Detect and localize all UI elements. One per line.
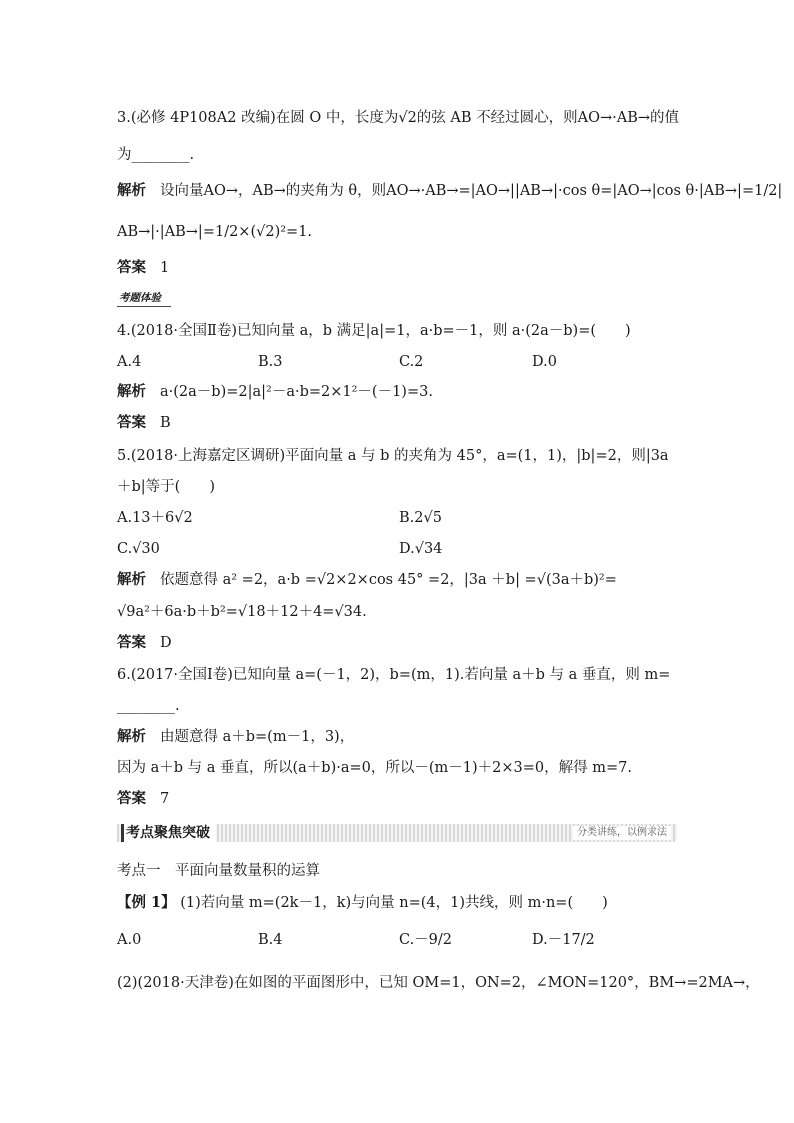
q5-answer-value: D — [160, 635, 172, 651]
q5-answer — [117, 633, 172, 653]
answer-label: 答案 — [117, 634, 146, 651]
q4-option-a: A.4 — [117, 354, 142, 370]
example1-text: (1)若向量 m=(2k－1，k)与向量 n=(4，1)共线，则 m·n=( ) — [180, 895, 608, 911]
q4-option-c: C.2 — [399, 354, 424, 370]
q5-option-c: C.√30 — [117, 541, 160, 557]
q5-stem-line1: 5.(2018·上海嘉定区调研)平面向量 a 与 b 的夹角为 45°，a=(1，1)，|b|=2，则|3a — [117, 448, 669, 464]
analysis-label: 解析 — [117, 383, 146, 400]
q4-answer-value: B — [160, 415, 171, 431]
section-banner — [117, 824, 677, 842]
example1-option-a: A.0 — [117, 932, 142, 948]
analysis-label: 解析 — [117, 728, 146, 745]
q4-analysis-text: a·(2a－b)=2|a|²－a·b=2×1²－(－1)=3. — [160, 384, 433, 400]
q4-analysis — [117, 382, 433, 402]
q5-option-b: B.2√5 — [399, 510, 442, 526]
q6-analysis-line1 — [117, 727, 354, 747]
example-label: 【例 1】 — [117, 894, 176, 911]
topic-heading: 考点一 平面向量数量积的运算 — [117, 863, 320, 879]
q6-stem-line2: ________. — [117, 698, 180, 714]
q5-stem-line2: ＋b|等于( ) — [117, 479, 215, 495]
example1-part2: (2)(2018·天津卷)在如图的平面图形中，已知 OM=1，ON=2，∠MON=120°，BM→=2MA→， — [117, 975, 760, 991]
q3-stem-line2: 为________. — [117, 147, 195, 163]
example1-stem — [117, 893, 608, 913]
q4-stem: 4.(2018·全国Ⅱ卷)已知向量 a，b 满足|a|=1，a·b=－1，则 a·(2a－b)=( ) — [117, 323, 631, 339]
q5-option-d: D.√34 — [399, 541, 443, 557]
q4-answer — [117, 413, 171, 433]
q5-analysis-text: 依题意得 a² =2，a·b =√2×2×cos 45° =2，|3a ＋b| =√(3a＋b)²= — [160, 572, 617, 588]
q5-option-a: A.13＋6√2 — [117, 510, 193, 526]
q3-stem-line1: 3.(必修 4P108A2 改编)在圆 O 中，长度为√2的弦 AB 不经过圆心，则AO→·AB→的值 — [117, 110, 680, 126]
example1-option-c: C.－9/2 — [399, 932, 453, 948]
q6-answer — [117, 789, 169, 809]
example1-option-b: B.4 — [258, 932, 283, 948]
answer-label: 答案 — [117, 790, 146, 807]
banner-subtitle: 分类讲练，以例求法 — [573, 826, 671, 840]
q3-analysis-line2: AB→|·|AB→|=1/2×(√2)²=1. — [117, 224, 313, 240]
analysis-label: 解析 — [117, 182, 146, 199]
answer-label: 答案 — [117, 259, 146, 276]
q3-analysis-line1 — [117, 181, 782, 201]
q3-analysis-text: 设向量AO→，AB→的夹角为 θ，则AO→·AB→=|AO→||AB→|·cos θ=|AO→|cos θ·|AB→|=1/2| — [160, 183, 783, 199]
q4-option-d: D.0 — [532, 354, 557, 370]
q4-option-b: B.3 — [258, 354, 283, 370]
analysis-label: 解析 — [117, 571, 146, 588]
q5-analysis-line2: √9a²＋6a·b＋b²=√18＋12＋4=√34. — [117, 604, 367, 620]
q5-analysis-line1 — [117, 570, 617, 590]
q6-analysis-line2: 因为 a＋b 与 a 垂直，所以(a＋b)·a=0，所以－(m－1)＋2×3=0，解得 m=7. — [117, 760, 632, 776]
q3-answer-value: 1 — [160, 260, 170, 276]
section-badge: 考题体验 — [117, 291, 171, 307]
q6-stem-line1: 6.(2017·全国Ⅰ卷)已知向量 a=(－1，2)，b=(m，1).若向量 a＋b 与 a 垂直，则 m= — [117, 667, 671, 683]
answer-label: 答案 — [117, 414, 146, 431]
banner-title: 考点聚焦突破 — [121, 824, 216, 842]
q6-answer-value: 7 — [160, 791, 170, 807]
example1-option-d: D.－17/2 — [532, 932, 595, 948]
q3-answer — [117, 258, 169, 278]
q6-analysis-text: 由题意得 a＋b=(m－1，3)， — [160, 729, 355, 745]
